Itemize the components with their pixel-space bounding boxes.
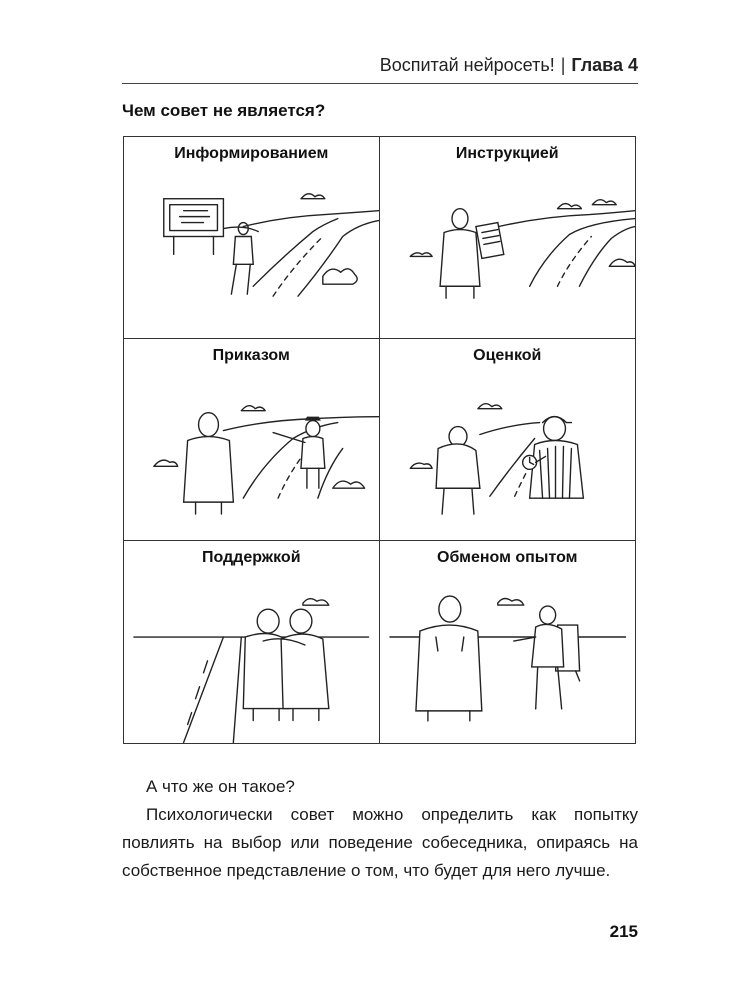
chapter-label: Глава 4 xyxy=(571,55,638,75)
panel-label: Поддержкой xyxy=(201,549,301,566)
section-title: Чем совет не является? xyxy=(122,101,326,120)
panel-informing xyxy=(124,137,380,339)
illustration-hiker xyxy=(380,541,636,743)
page-number: 215 xyxy=(609,922,638,941)
illustration-billboard xyxy=(124,137,379,338)
running-head xyxy=(380,55,638,76)
paragraph-definition: Психологически совет можно определить как попытку повлиять на выбор или поведение собеседника, опираясь на собственное представление о том, что будет для него лучше. xyxy=(122,805,638,880)
panel-label: Информированием xyxy=(174,145,329,162)
panel-label: Инструкцией xyxy=(455,145,559,162)
panel-instruction xyxy=(380,137,636,339)
paragraph-question: А что же он такое? xyxy=(146,777,295,796)
illustration-policeman xyxy=(124,339,379,540)
panel-experience xyxy=(380,541,636,743)
header-rule xyxy=(122,83,638,84)
illustration-paper-instructions xyxy=(380,137,636,338)
panel-label: Оценкой xyxy=(473,347,542,364)
illustration-two-men xyxy=(124,541,379,743)
panel-label: Обменом опытом xyxy=(437,549,578,566)
panel-label: Приказом xyxy=(212,347,290,364)
illustration-stopwatch xyxy=(380,339,636,540)
illustration-grid xyxy=(123,136,636,744)
panel-order xyxy=(124,339,380,541)
header-separator: | xyxy=(560,55,566,75)
book-title: Воспитай нейросеть! xyxy=(379,55,555,75)
panel-support xyxy=(124,541,380,743)
panel-evaluation xyxy=(380,339,636,541)
